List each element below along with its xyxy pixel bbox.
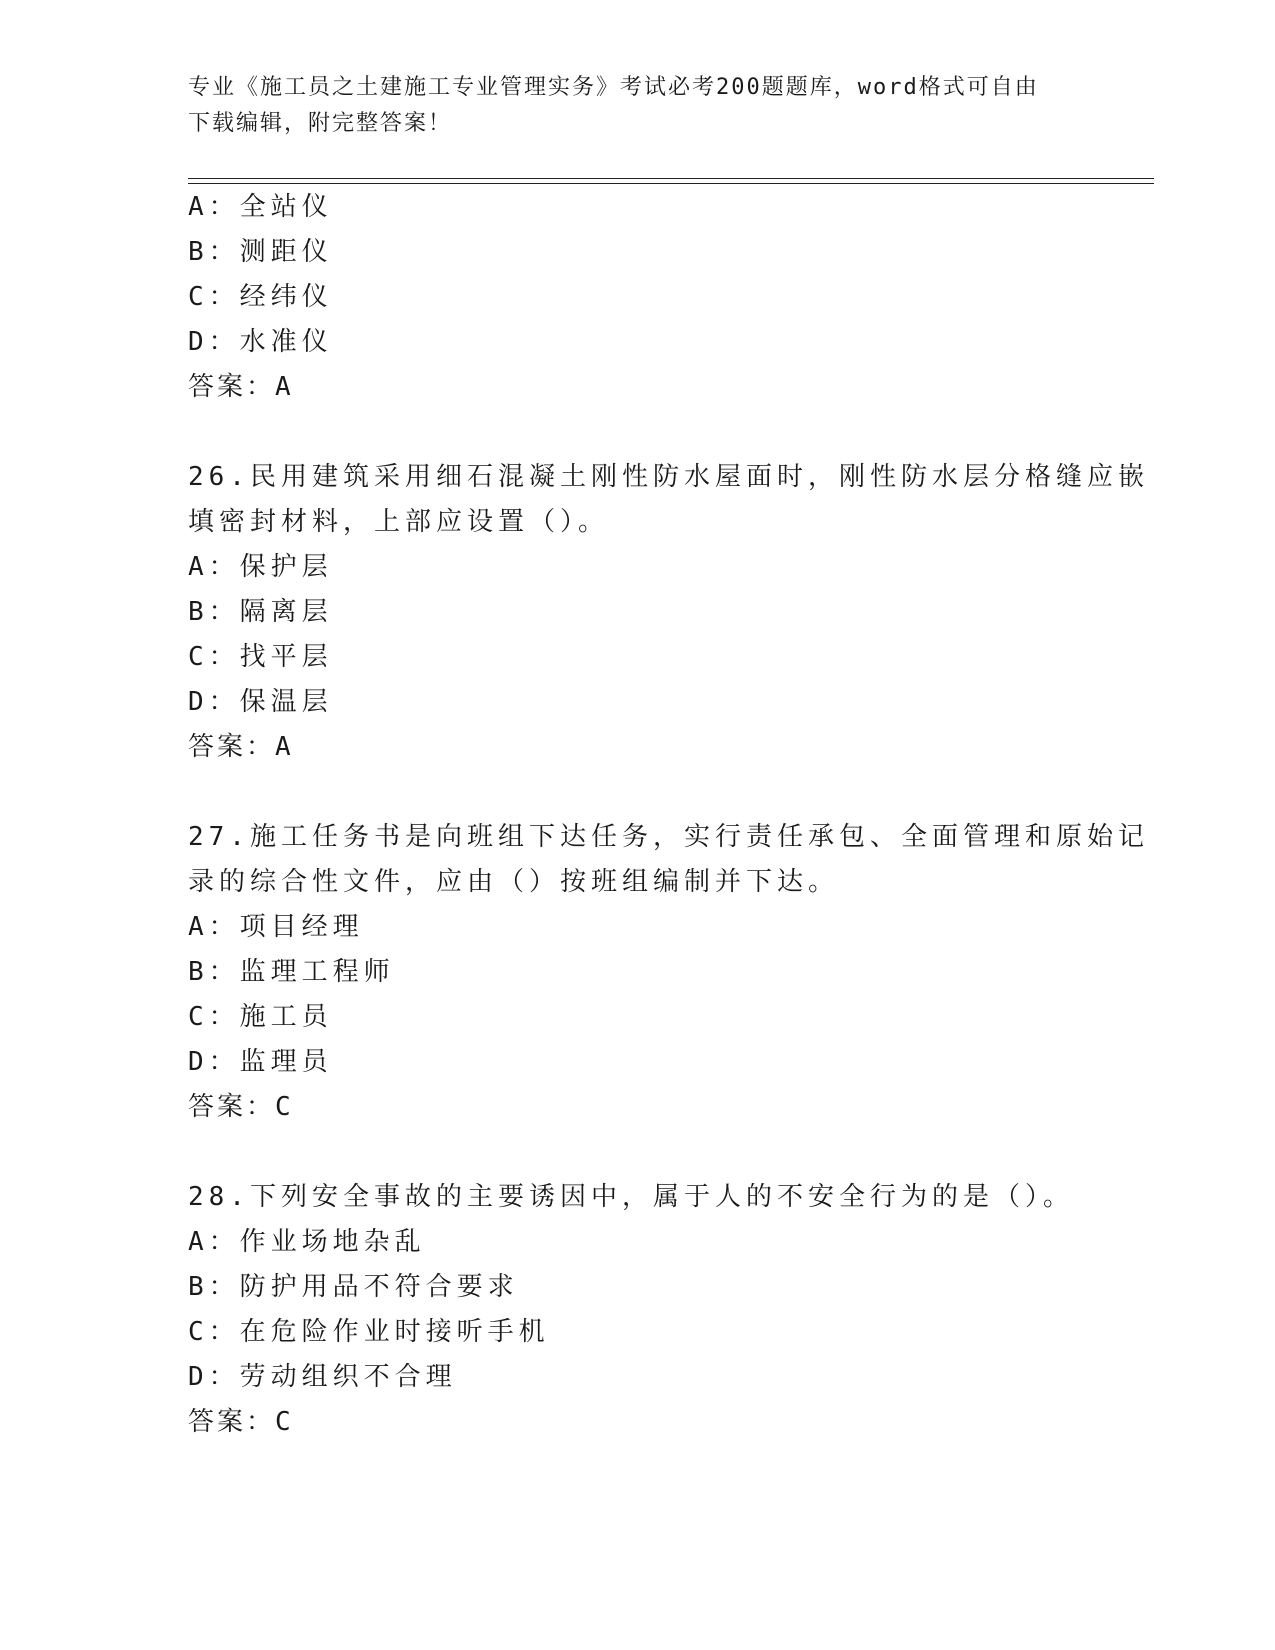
q27-option-c: C：施工员 <box>188 1002 333 1032</box>
q25-option-c: C：经纬仪 <box>188 282 333 312</box>
q28-option-d: D：劳动组织不合理 <box>188 1362 457 1392</box>
q26-answer: 答案：A <box>188 732 294 762</box>
q26-stem-line-2: 填密封材料，上部应设置（）。 <box>188 507 610 537</box>
q27-stem-line-1: 27.施工任务书是向班组下达任务，实行责任承包、全面管理和原始记 <box>188 822 1149 852</box>
q25-option-d: D：水准仪 <box>188 327 333 357</box>
q26-option-a: A：保护层 <box>188 552 333 582</box>
q28-stem-line-1: 28.下列安全事故的主要诱因中，属于人的不安全行为的是（）。 <box>188 1182 1074 1212</box>
q25-option-a: A：全站仪 <box>188 192 333 222</box>
q26-option-c: C：找平层 <box>188 642 333 672</box>
q25-answer: 答案：A <box>188 372 294 402</box>
q28-option-a: A：作业场地杂乱 <box>188 1227 426 1257</box>
q28-option-b: B：防护用品不符合要求 <box>188 1272 519 1302</box>
q28-option-c: C：在危险作业时接听手机 <box>188 1317 550 1347</box>
header-line-1: 专业《施工员之土建施工专业管理实务》考试必考200题题库，word格式可自由 <box>188 75 1039 100</box>
q26-option-b: B：隔离层 <box>188 597 333 627</box>
q25-option-b: B：测距仪 <box>188 237 333 267</box>
document-header <box>188 70 1088 142</box>
header-divider-top <box>188 178 1154 179</box>
q28-answer: 答案：C <box>188 1407 294 1437</box>
q27-stem-line-2: 录的综合性文件，应由（）按班组编制并下达。 <box>188 867 840 897</box>
q27-option-b: B：监理工程师 <box>188 957 395 987</box>
q26-stem-line-1: 26.民用建筑采用细石混凝土刚性防水屋面时，刚性防水层分格缝应嵌 <box>188 462 1149 492</box>
header-divider-bottom <box>188 183 1154 184</box>
q27-option-d: D：监理员 <box>188 1047 333 1077</box>
q27-option-a: A：项目经理 <box>188 912 364 942</box>
q27-answer: 答案：C <box>188 1092 294 1122</box>
header-line-2: 下载编辑，附完整答案！ <box>188 111 453 136</box>
q26-option-d: D：保温层 <box>188 687 333 717</box>
